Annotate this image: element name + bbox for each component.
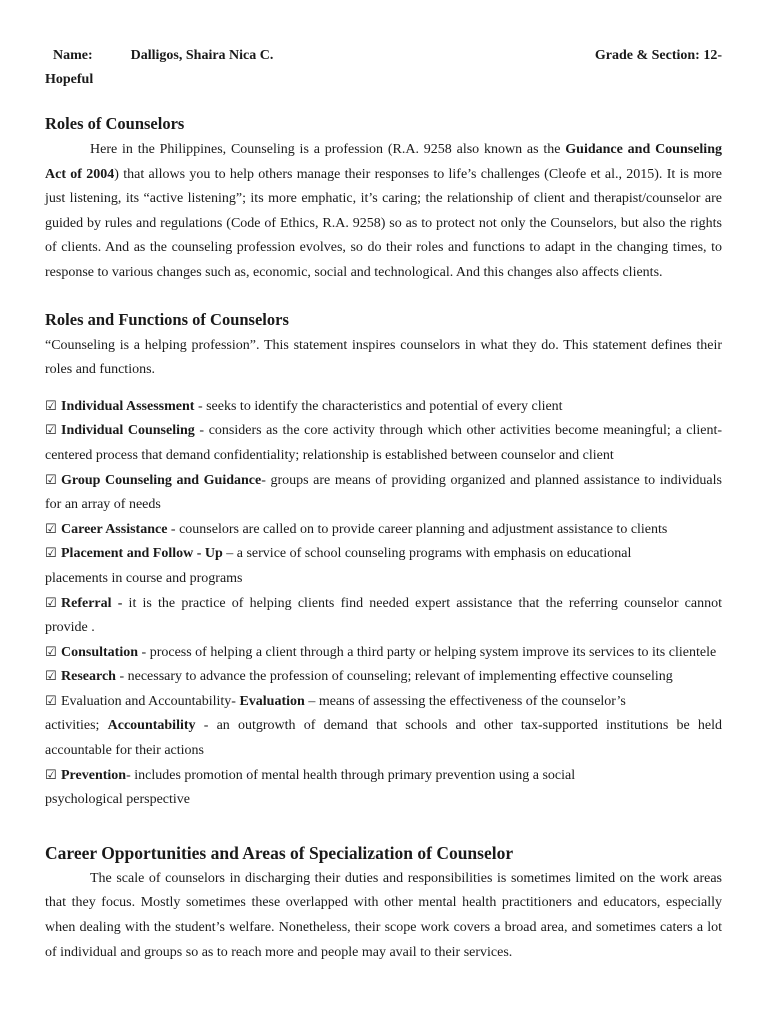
roles-act-name: Guidance and Counseling Act of 2004 (45, 142, 722, 182)
list-item (45, 764, 722, 789)
functions-intro: “Counseling is a helping profession”. This statement inspires counselors in what they do. This statement defines their roles and functions. (45, 337, 722, 378)
list-item (45, 690, 722, 715)
name-block (45, 44, 273, 68)
item-text: Evaluation and Accountability- (61, 693, 240, 709)
name-label: Name: (53, 48, 93, 63)
roles-text-c: ) that allows you to help others manage their responses to life’s challenges (Cleofe et al., 2015). It is more just listening, its “active listening”; its more emphatic, it’s caring; the relationship of client and therapist/counselor are guided by rules and regulations (Code of Ethics, R.A. 9258) so as to protect not only the Counselors, but also the rights of clients. And as the counseling profession evolves, so do their roles and functions to adapt in the changing times, to response to various changes such as, economic, social and technological. And this changes also affects clients. (45, 166, 722, 280)
item-text: - groups are means of providing organized and planned assistance to individuals for an array of needs (45, 472, 722, 513)
list-item-continuation: placements in course and programs (45, 570, 243, 586)
student-header (45, 44, 722, 68)
checkbox-icon: ☑ (45, 595, 57, 611)
checkbox-icon: ☑ (45, 767, 57, 783)
list-item (45, 395, 722, 420)
checkbox-icon: ☑ (45, 398, 57, 414)
item-title: Individual Counseling (61, 423, 195, 439)
item-text: - process of helping a client through a third party or helping system improve its services to its clientele (138, 644, 717, 660)
item-text: - necessary to advance the profession of counseling; relevant of implementing effective counseling (115, 669, 673, 685)
section-title-career: Career Opportunities and Areas of Specialization of Counselor (45, 842, 514, 863)
item-title: Evaluation (239, 693, 305, 709)
career-paragraph: The scale of counselors in discharging their duties and responsibilities is sometimes limited on the work areas that they focus. Mostly sometimes these overlapped with other mental health practitioners and educators, especially when dealing with the student’s welfare. Nonetheless, their scope work covers a broad area, and sometimes caters a lot of individual and groups so as to reach more and people may avail to their services. (45, 870, 722, 960)
document-page (45, 44, 722, 965)
list-item (45, 469, 722, 518)
item-text: activities; (45, 718, 108, 734)
roles-text-a: Here in the Philippines, Counseling is a profession (R.A. 9258 also known as the (90, 142, 566, 157)
name-value: Dalligos, Shaira Nica C. (130, 48, 274, 63)
item-text: - counselors are called on to provide career planning and adjustment assistance to clients (167, 521, 668, 537)
item-title: Career Assistance (61, 521, 168, 537)
item-text: - includes promotion of mental health through primary prevention using a social (126, 767, 576, 783)
list-item (45, 542, 722, 567)
checkbox-icon: ☑ (45, 693, 57, 709)
item-title: Referral - (61, 595, 123, 611)
list-item (45, 665, 722, 690)
list-item (45, 419, 722, 468)
item-title: Accountability (107, 718, 196, 734)
list-item-continuation (45, 714, 722, 763)
item-text: – means of assessing the effectiveness of the counselor’s (304, 693, 626, 709)
checkbox-icon: ☑ (45, 669, 57, 685)
grade-section-label: Grade & Section: 12- (594, 48, 722, 63)
list-item (45, 641, 722, 666)
functions-list (45, 395, 722, 813)
grade-section-value: Hopeful (45, 72, 94, 87)
item-text: - seeks to identify the characteristics and potential of every client (194, 398, 563, 414)
section-title-roles: Roles of Counselors (45, 114, 185, 133)
roles-paragraph (45, 138, 722, 286)
item-text: it is the practice of helping clients find needed expert assistance that the referring counselor cannot provide . (45, 595, 722, 636)
checkbox-icon: ☑ (45, 644, 57, 660)
list-item (45, 592, 722, 641)
item-title: Research (61, 669, 116, 685)
item-title: Prevention (61, 767, 127, 783)
item-title: Placement and Follow - Up (61, 546, 223, 562)
item-title: Individual Assessment (61, 398, 195, 414)
section-title-functions: Roles and Functions of Counselors (45, 309, 289, 329)
item-text: – a service of school counseling programs with emphasis on educational (222, 546, 632, 562)
checkbox-icon: ☑ (45, 546, 57, 562)
list-item (45, 518, 722, 543)
checkbox-icon: ☑ (45, 423, 57, 439)
checkbox-icon: ☑ (45, 472, 57, 488)
item-title: Group Counseling and Guidance (61, 472, 262, 488)
list-item-continuation: psychological perspective (45, 792, 191, 808)
item-text: - an outgrowth of demand that schools and other tax-supported institutions be held accountable for their actions (45, 718, 722, 759)
item-title: Consultation (61, 644, 139, 660)
checkbox-icon: ☑ (45, 521, 57, 537)
item-text: - considers as the core activity through which other activities become meaningful; a client-centered process that demand confidentiality; relationship is established between counselor and client (45, 423, 723, 463)
